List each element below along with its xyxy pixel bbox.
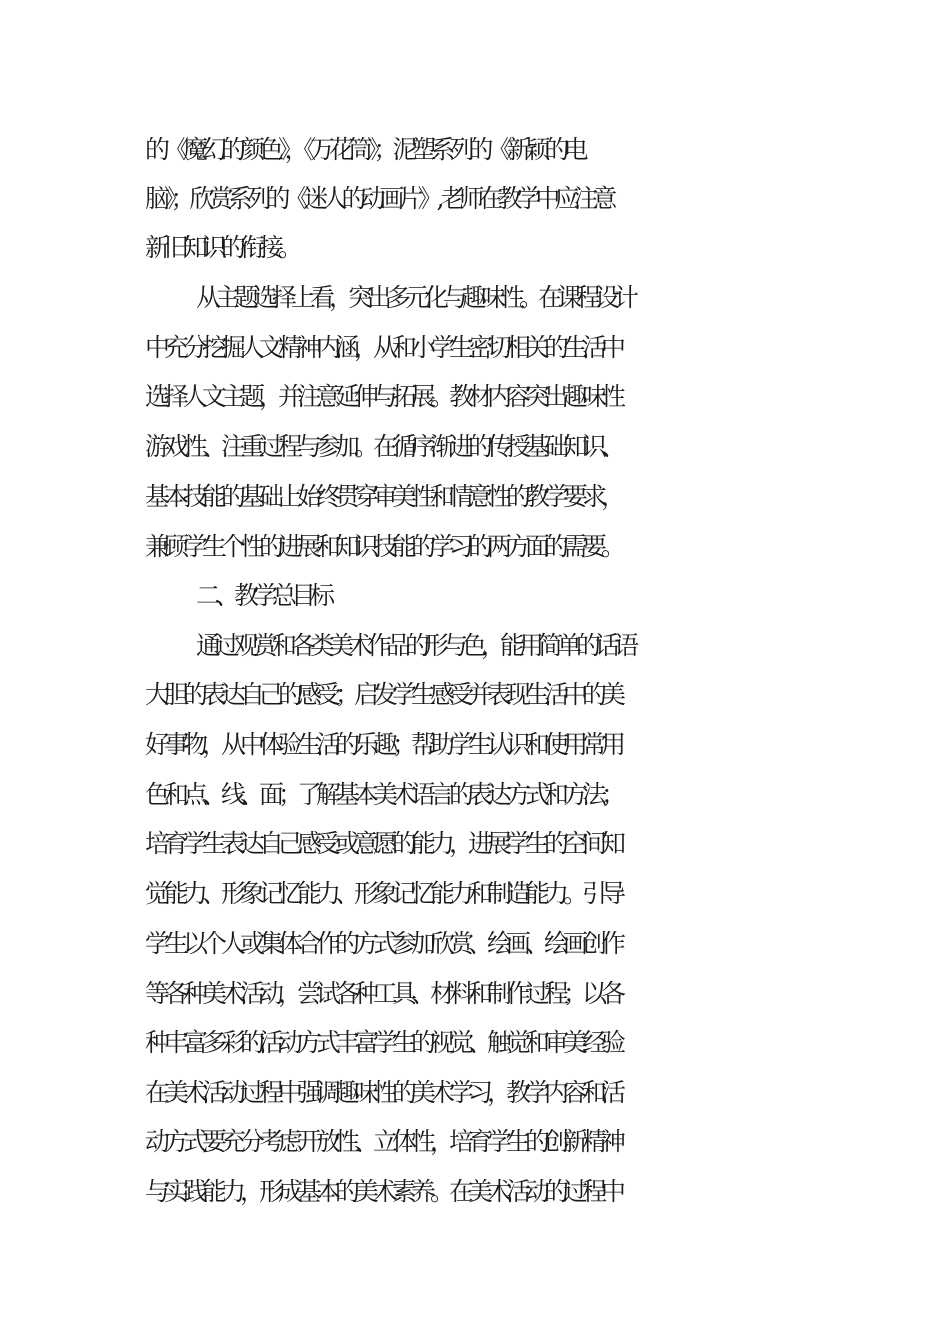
text-line: 选择人文主题，并注意延伸与拓展。教材内容突出趣味性 [145, 382, 621, 411]
text-line: 培育学生表达自己感受或意愿的能力，进展学生的空间知 [145, 829, 621, 858]
text-line: 与实践能力，形成基本的美术素养。在美术活动的过程中 [145, 1177, 621, 1206]
text-line: 中充分挖掘人文精神内涵，从和小学生密切相关的生活中 [145, 333, 621, 362]
text-line: 大胆的表达自己的感受；启发学生感受并表现生活中的美 [145, 680, 621, 709]
paragraph-first-line: 从主题选择上看，突出多元化与趣味性。在课程设计 [196, 283, 634, 312]
text-line: 基本技能的基础上始终贯穿审美性和情意性的教学要求， [145, 482, 621, 511]
text-line: 色和点、线、面；了解基本美术语言的表达方式和方法； [145, 780, 621, 809]
text-line: 动方式要充分考虑开放性、立体性，培育学生的创新精神 [145, 1127, 621, 1156]
text-line: 觉能力、形象记忆能力、形象记忆能力和制造能力。引导 [145, 879, 621, 908]
text-line: 种丰富多彩的活动方式丰富学生的视觉、触觉和审美经验 [145, 1028, 621, 1057]
text-line: 游戏性、注重过程与参加。在循序渐进的传授基础知识、 [145, 432, 621, 461]
paragraph-first-line: 通过观赏和各类美术作品的形与色，能用简单的话语 [196, 631, 634, 660]
text-line: 的《魔幻的颜色》，《万花筒》；泥塑系列的《新颖的电 [145, 135, 583, 164]
text-line: 在美术活动过程中强调趣味性的美术学习，教学内容和活 [145, 1078, 621, 1107]
text-line: 兼顾学生个性的进展和知识技能的学习的两方面的需要。 [145, 532, 621, 561]
text-line: 新旧知识的衔接。 [145, 233, 298, 262]
text-line: 等各种美术活动，尝试各种工具、材料和制作过程；以各 [145, 979, 621, 1008]
text-line: 好事物，从中体验生活的乐趣；帮助学生认识和使用常用 [145, 730, 621, 759]
text-line: 学生以个人或集体合作的方式参加欣赏、绘画、绘画创作 [145, 929, 621, 958]
section-heading: 二、教学总目标 [196, 581, 330, 610]
text-line: 脑》；欣赏系列的《迷人的动画片》, 老师在教学中应注意 [145, 184, 612, 213]
